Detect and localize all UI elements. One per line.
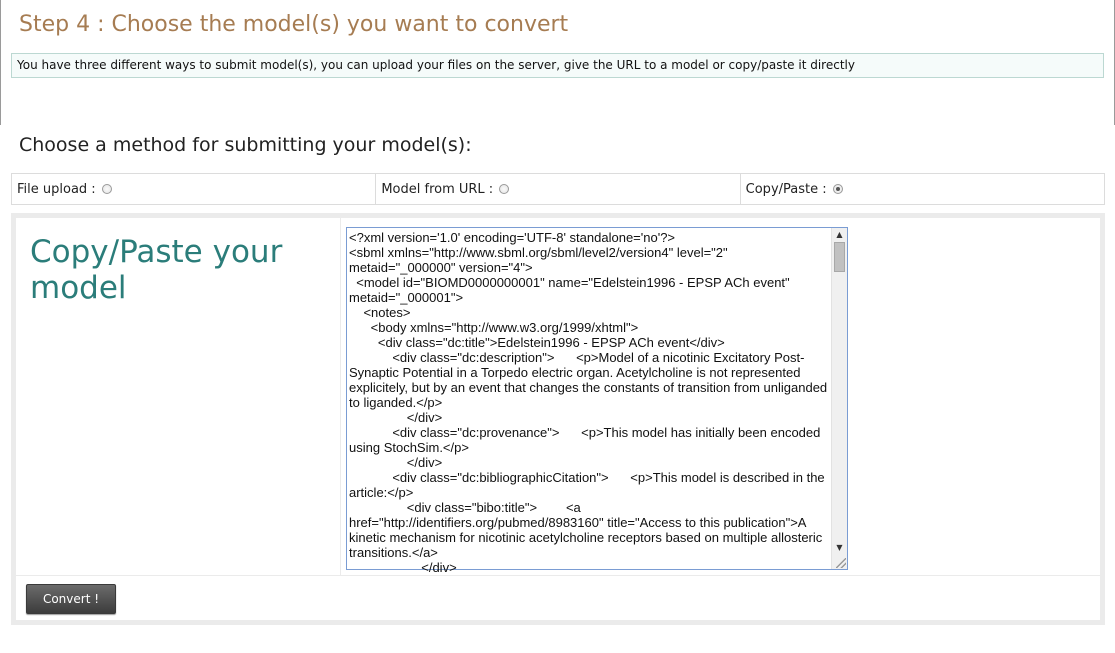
url-radio[interactable]: [499, 184, 509, 194]
info-message: You have three different ways to submit model(s), you can upload your files on the server, give the URL to a model or copy/paste it directly: [11, 53, 1104, 78]
method-option-label: Copy/Paste :: [745, 181, 827, 197]
method-option-file-upload[interactable]: [12, 174, 376, 204]
file-upload-radio[interactable]: [102, 184, 112, 194]
copy-paste-panel: [11, 213, 1105, 625]
panel-title: Copy/Paste your model: [30, 234, 283, 306]
method-option-copy-paste[interactable]: [741, 174, 1104, 204]
frame-left-border: [0, 0, 1, 125]
panel-content-row: [16, 218, 1100, 576]
model-textarea-content[interactable]: <?xml version='1.0' encoding='UTF-8' standalone='no'?> <sbml xmlns="http://www.sbml.org/sbml/level2/version4" level="2" metaid="_000000" version="4"> <model id="BIOMD0000000001" name="Edelstein1996 - EPSP ACh event" metaid="_000001"> <notes> <body xmlns="http://www.w3.org/1999/xhtml"> <div class="dc:title">Edelstein1996 - EPSP ACh event</div> <div class="dc:description"> <p>Model of a nicotinic Excitatory Post-Synaptic Potential in a Torpedo electric organ. Acetylcholine is not represented explicitely, but by an event that changes the constants of transition from unliganded to liganded.</p> </div> <div class="dc:provenance"> <p>This model has initially been encoded using StochSim.</p> </div> <div class="dc:bibliographicCitation"> <p>This model is described in the article:</p> <div class="bibo:title"> <a href="http://identifiers.org/pubmed/8983160" title="Access to this publication">A kinetic mechanism for nicotinic acetylcholine receptors based on multiple allosteric transitions.</a> </div>: [349, 230, 828, 575]
copy-paste-panel-inner: [16, 218, 1100, 620]
resize-grip-icon[interactable]: [836, 558, 846, 568]
copy-paste-radio[interactable]: [833, 184, 843, 194]
panel-label-cell: [16, 218, 341, 575]
textarea-scrollbar[interactable]: [831, 228, 847, 569]
method-option-url[interactable]: [376, 174, 740, 204]
method-options-row: [11, 173, 1105, 205]
scroll-thumb[interactable]: [834, 242, 845, 272]
scroll-up-arrow-icon[interactable]: ▲: [836, 230, 843, 239]
scroll-down-arrow-icon[interactable]: ▼: [836, 543, 843, 552]
convert-button[interactable]: Convert !: [26, 584, 116, 614]
model-textarea[interactable]: [346, 227, 848, 575]
step-title: Step 4 : Choose the model(s) you want to convert: [19, 12, 569, 37]
method-option-label: Model from URL :: [381, 181, 494, 197]
method-option-label: File upload :: [17, 181, 96, 197]
method-section-title: Choose a method for submitting your model(s):: [19, 134, 472, 156]
